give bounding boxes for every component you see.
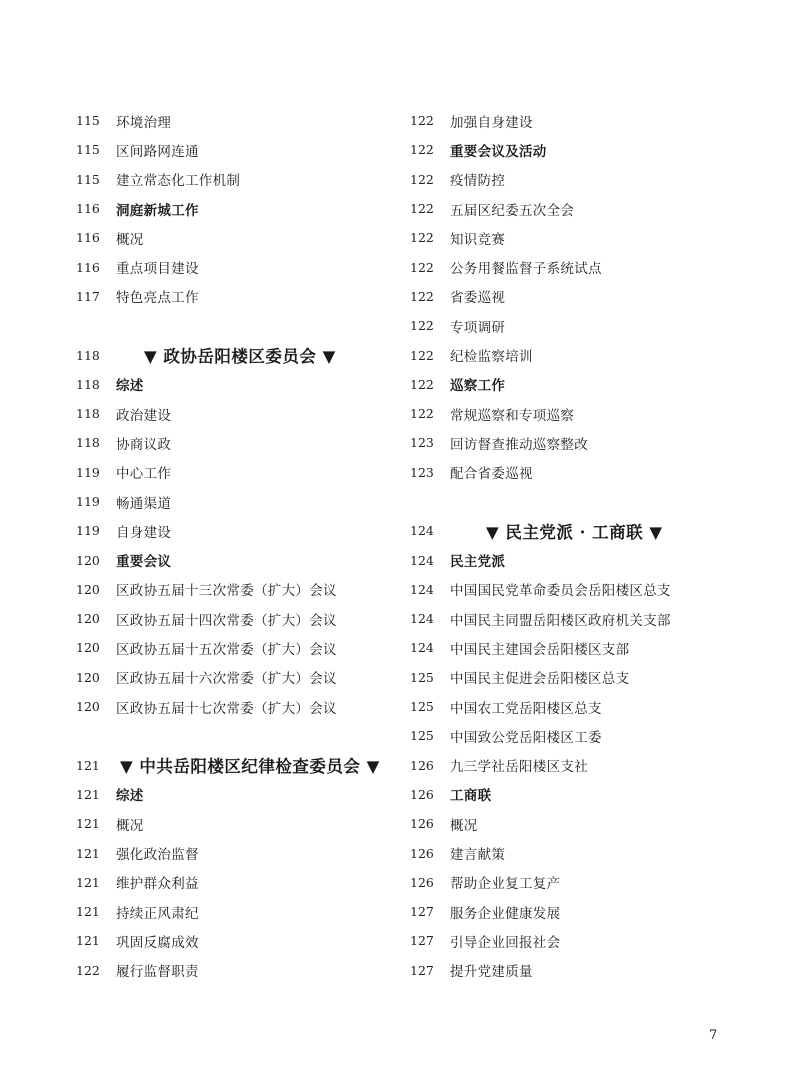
toc-entry (410, 252, 740, 281)
toc-section-heading (76, 751, 406, 780)
toc-page-number: 122 (76, 962, 100, 978)
toc-entry (410, 633, 740, 662)
toc-entry (76, 604, 406, 633)
toc-subheading (410, 780, 740, 809)
toc-page-number: 127 (410, 933, 434, 949)
toc-entry (410, 311, 740, 340)
toc-section-heading (76, 340, 406, 369)
toc-entry (410, 663, 740, 692)
toc-entry (410, 165, 740, 194)
toc-page-number: 120 (76, 581, 100, 597)
toc-entry (76, 106, 406, 135)
toc-entry (76, 633, 406, 662)
toc-page-number: 125 (410, 728, 434, 744)
toc-page-number: 118 (76, 376, 100, 392)
toc-entry-title: 区政协五届十三次常委（扩大）会议 (116, 583, 337, 600)
toc-page-number: 118 (76, 435, 100, 451)
toc-entry (76, 956, 406, 985)
toc-page-number: 122 (410, 406, 434, 422)
toc-page-number: 115 (76, 142, 100, 158)
toc-entry-title: 专项调研 (450, 319, 506, 336)
toc-entry (410, 956, 740, 985)
toc-page-number: 122 (410, 201, 434, 217)
toc-entry-title: 特色亮点工作 (116, 290, 199, 307)
toc-page-number: 121 (76, 933, 100, 949)
toc-entry (410, 751, 740, 780)
toc-entry (410, 926, 740, 955)
toc-entry (410, 399, 740, 428)
toc-entry-title: 纪检监察培训 (450, 349, 533, 366)
toc-page-number: 120 (76, 640, 100, 656)
toc-page-number: 124 (410, 640, 434, 656)
toc-entry-title: 常规巡察和专项巡察 (450, 407, 575, 424)
toc-page-number: 121 (76, 904, 100, 920)
toc-entry-title: 省委巡视 (450, 290, 506, 307)
toc-page-number: 116 (76, 201, 100, 217)
toc-entry-title: 配合省委巡视 (450, 466, 533, 483)
toc-entry-title: 综述 (116, 378, 144, 395)
section-spacer (76, 721, 406, 750)
toc-entry (76, 868, 406, 897)
toc-page-number: 126 (410, 757, 434, 773)
toc-entry (76, 487, 406, 516)
toc-entry-title: 民主党派 (450, 554, 506, 571)
toc-entry (76, 223, 406, 252)
section-spacer (410, 487, 740, 516)
toc-entry (76, 926, 406, 955)
toc-entry-title: ▼ 民主党派 · 工商联 ▼ (486, 522, 663, 542)
toc-entry-title: 工商联 (450, 788, 492, 805)
toc-page-number: 122 (410, 318, 434, 334)
toc-entry-title: 巩固反腐成效 (116, 934, 199, 951)
toc-page-number: 122 (410, 230, 434, 246)
toc-entry (410, 838, 740, 867)
toc-right-column (410, 106, 740, 985)
toc-entry (410, 282, 740, 311)
toc-page-number: 117 (76, 288, 100, 304)
toc-entry (76, 809, 406, 838)
toc-entry-title: 持续正风肃纪 (116, 905, 199, 922)
section-spacer (76, 311, 406, 340)
toc-entry-title: 建立常态化工作机制 (116, 173, 241, 190)
toc-entry-title: 政治建设 (116, 407, 172, 424)
toc-subheading (410, 135, 740, 164)
toc-page-number: 121 (76, 786, 100, 802)
toc-entry (410, 604, 740, 633)
toc-page-number: 124 (410, 581, 434, 597)
toc-page-number: 126 (410, 845, 434, 861)
toc-entry (76, 663, 406, 692)
toc-entry (76, 399, 406, 428)
toc-entry-title: 重点项目建设 (116, 261, 199, 278)
toc-page-number: 116 (76, 259, 100, 275)
toc-page-number: 122 (410, 259, 434, 275)
toc-entry (76, 282, 406, 311)
toc-page-number: 120 (76, 611, 100, 627)
toc-entry-title: 重要会议及活动 (450, 143, 547, 160)
toc-entry-title: 区政协五届十六次常委（扩大）会议 (116, 671, 337, 688)
toc-page-number: 124 (410, 523, 434, 539)
toc-subheading (76, 545, 406, 574)
toc-entry (410, 194, 740, 223)
toc-page-number: 125 (410, 699, 434, 715)
toc-entry-title: 概况 (116, 817, 144, 834)
toc-entry-title: 公务用餐监督子系统试点 (450, 261, 602, 278)
toc-entry-title: 畅通渠道 (116, 495, 172, 512)
toc-entry-title: 中国民主促进会岳阳楼区总支 (450, 671, 630, 688)
toc-entry-title: 五届区纪委五次全会 (450, 202, 575, 219)
toc-page-number: 123 (410, 435, 434, 451)
toc-entry-title: 加强自身建设 (450, 114, 533, 131)
toc-entry-title: 回访督查推动巡察整改 (450, 436, 588, 453)
toc-page-number: 124 (410, 611, 434, 627)
toc-entry-title: 区政协五届十五次常委（扩大）会议 (116, 641, 337, 658)
toc-page-number: 122 (410, 347, 434, 363)
toc-entry (76, 428, 406, 457)
toc-page-number: 118 (76, 406, 100, 422)
toc-entry (76, 135, 406, 164)
toc-page-number: 122 (410, 376, 434, 392)
toc-page-number: 126 (410, 786, 434, 802)
toc-page-number: 121 (76, 845, 100, 861)
toc-entry-title: 提升党建质量 (450, 964, 533, 981)
toc-entry-title: 中国国民党革命委员会岳阳楼区总支 (450, 583, 671, 600)
toc-entry-title: 重要会议 (116, 554, 172, 571)
toc-entry-title: 引导企业回报社会 (450, 934, 561, 951)
toc-entry-title: 中国致公党岳阳楼区工委 (450, 729, 602, 746)
toc-page-number: 121 (76, 757, 100, 773)
page-number: 7 (709, 1028, 718, 1043)
toc-entry-title: 洞庭新城工作 (116, 202, 199, 219)
toc-entry-title: 中国农工党岳阳楼区总支 (450, 700, 602, 717)
toc-subheading (76, 370, 406, 399)
toc-page-number: 125 (410, 669, 434, 685)
toc-entry-title: 综述 (116, 788, 144, 805)
toc-page-number: 119 (76, 494, 100, 509)
toc-subheading (410, 545, 740, 574)
toc-page-number: 122 (410, 288, 434, 304)
toc-page-number: 115 (76, 171, 100, 187)
toc-entry (410, 868, 740, 897)
toc-entry-title: 区政协五届十四次常委（扩大）会议 (116, 612, 337, 629)
toc-page-number: 126 (410, 874, 434, 890)
toc-page-number: 119 (76, 464, 100, 480)
toc-entry (76, 897, 406, 926)
toc-entry-title: 强化政治监督 (116, 847, 199, 864)
toc-subheading (76, 194, 406, 223)
toc-entry-title: 中国民主建国会岳阳楼区支部 (450, 641, 630, 658)
toc-entry (76, 165, 406, 194)
toc-entry-title: 协商议政 (116, 436, 172, 453)
toc-subheading (410, 370, 740, 399)
toc-page-number: 120 (76, 699, 100, 715)
toc-entry-title: 维护群众利益 (116, 876, 199, 893)
toc-entry-title: 九三学社岳阳楼区支社 (450, 759, 588, 776)
toc-entry (76, 516, 406, 545)
toc-entry-title: 环境治理 (116, 114, 172, 131)
toc-page-number: 124 (410, 552, 434, 568)
toc-entry (410, 809, 740, 838)
toc-page-number: 122 (410, 113, 434, 129)
toc-page-number: 122 (410, 142, 434, 158)
toc-page-number: 120 (76, 552, 100, 568)
toc-entry (410, 106, 740, 135)
toc-entry (410, 721, 740, 750)
toc-entry (410, 458, 740, 487)
toc-page-number: 127 (410, 962, 434, 978)
toc-section-heading (410, 516, 740, 545)
toc-subheading (76, 780, 406, 809)
toc-entry-title: 疫情防控 (450, 173, 506, 190)
toc-page-number: 127 (410, 904, 434, 920)
toc-entry-title: 概况 (450, 817, 478, 834)
toc-entry (410, 428, 740, 457)
toc-entry-title: 自身建设 (116, 524, 172, 541)
toc-entry-title: 中心工作 (116, 466, 172, 483)
toc-entry-title: 区政协五届十七次常委（扩大）会议 (116, 700, 337, 717)
toc-page-number: 116 (76, 230, 100, 246)
toc-entry (410, 223, 740, 252)
toc-left-column (76, 106, 406, 985)
toc-entry-title: 概况 (116, 231, 144, 248)
toc-entry-title: ▼ 政协岳阳楼区委员会 ▼ (144, 347, 336, 367)
toc-page-number: 118 (76, 347, 100, 363)
toc-entry (76, 458, 406, 487)
toc-entry-title: 区间路网连通 (116, 143, 199, 160)
toc-page-number: 121 (76, 816, 100, 832)
toc-entry-title: 帮助企业复工复产 (450, 876, 561, 893)
toc-entry (410, 692, 740, 721)
toc-entry (76, 575, 406, 604)
toc-entry (76, 838, 406, 867)
toc-entry-title: 知识竞赛 (450, 231, 506, 248)
toc-page-number: 126 (410, 816, 434, 832)
toc-entry (410, 575, 740, 604)
toc-entry (76, 252, 406, 281)
toc-entry (410, 340, 740, 369)
toc-page-number: 120 (76, 669, 100, 685)
toc-page-number: 115 (76, 113, 100, 129)
toc-entry (76, 692, 406, 721)
toc-page-number: 123 (410, 464, 434, 480)
toc-entry-title: 巡察工作 (450, 378, 506, 395)
toc-entry (410, 897, 740, 926)
toc-page-number: 121 (76, 874, 100, 890)
toc-entry-title: 建言献策 (450, 847, 506, 864)
toc-page-number: 119 (76, 523, 100, 539)
toc-entry-title: ▼ 中共岳阳楼区纪律检查委员会 ▼ (120, 757, 380, 777)
toc-entry-title: 服务企业健康发展 (450, 905, 561, 922)
toc-entry-title: 中国民主同盟岳阳楼区政府机关支部 (450, 612, 671, 629)
toc-page-number: 122 (410, 171, 434, 187)
toc-entry-title: 履行监督职责 (116, 964, 199, 981)
